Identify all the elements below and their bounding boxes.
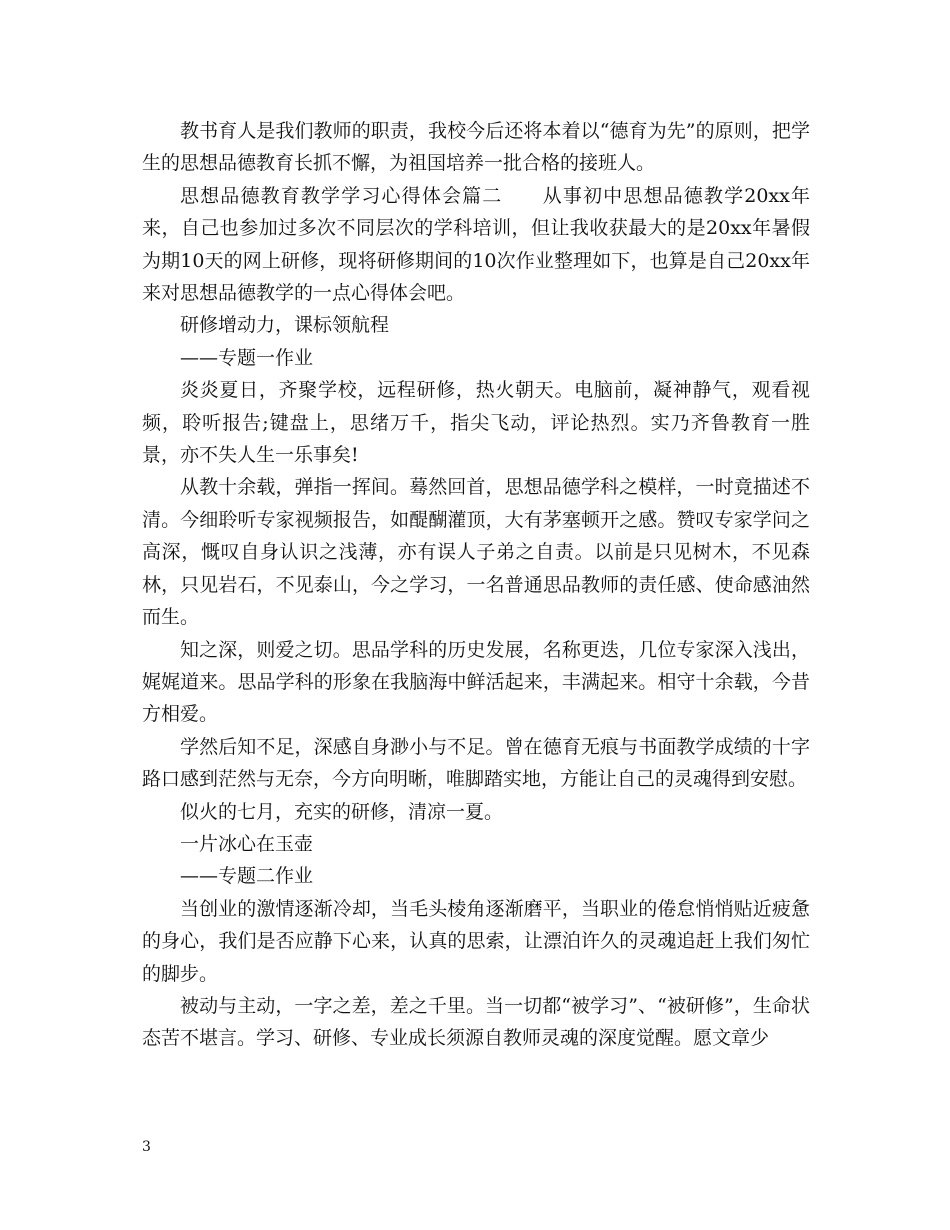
paragraph-9: 被动与主动，一字之差，差之千里。当一切都“被学习”、“被研修”，生命状态苦不堪言。学习、研修、专业成长须源自教师灵魂的深度觉醒。愿文章少 xyxy=(142,994,810,1050)
paragraph-2: 思想品德教育教学学习心得体会篇二 从事初中思想品德教学20xx年来，自己也参加过多次不同层次的学科培训，但让我收获最大的是20xx年暑假为期10天的网上研修，现将研修期间的10次作业整理如下，也算是自己20xx年来对思想品德教学的一点心得体会吧。 xyxy=(142,184,810,305)
paragraph-3: 炎炎夏日，齐聚学校，远程研修，热火朝天。电脑前，凝神静气，观看视频，聆听报告;键盘上，思绪万千，指尖飞动，评论热烈。实乃齐鲁教育一胜景，亦不失人生一乐事矣! xyxy=(142,379,810,467)
paragraph-5: 知之深，则爱之切。思品学科的历史发展，名称更迭，几位专家深入浅出，娓娓道来。思品学科的形象在我脑海中鲜活起来，丰满起来。相守十余载，今昔方相爱。 xyxy=(142,638,810,726)
paragraph-1: 教书育人是我们教师的职责，我校今后还将本着以“德育为先”的原则，把学生的思想品德教育长抓不懈，为祖国培养一批合格的接班人。 xyxy=(142,120,810,175)
section-heading-2: 一片冰心在玉壶 xyxy=(180,832,314,855)
paragraph-8: 当创业的激情逐渐冷却，当毛头棱角逐渐磨平，当职业的倦怠悄悄贴近疲惫的身心，我们是否应静下心来，认真的思索，让漂泊许久的灵魂追赶上我们匆忙的脚步。 xyxy=(142,897,810,985)
paragraph-4: 从教十余载，弹指一挥间。蓦然回首，思想品德学科之模样，一时竟描述不清。今细聆听专家视频报告，如醍醐灌顶，大有茅塞顿开之感。赞叹专家学问之高深，慨叹自身认识之浅薄，亦有误人子弟之自责。以前是只见树木，不见森林，只见岩石，不见泰山，今之学习，一名普通思品教师的责任感、使命感油然而生。 xyxy=(142,476,810,629)
paragraph-6: 学然后知不足，深感自身渺小与不足。曾在德育无痕与书面教学成绩的十字路口感到茫然与无奈，今方向明晰，唯脚踏实地，方能让自己的灵魂得到安慰。 xyxy=(142,735,810,791)
paragraph-7: 似火的七月，充实的研修，清凉一夏。 xyxy=(180,800,504,823)
document-body xyxy=(142,115,810,1055)
section-subheading-2: ——专题二作业 xyxy=(180,865,314,888)
section-subheading-1: ——专题一作业 xyxy=(180,346,314,369)
page-number: 3 xyxy=(142,1139,151,1155)
section-heading-1: 研修增动力，课标领航程 xyxy=(180,314,390,337)
